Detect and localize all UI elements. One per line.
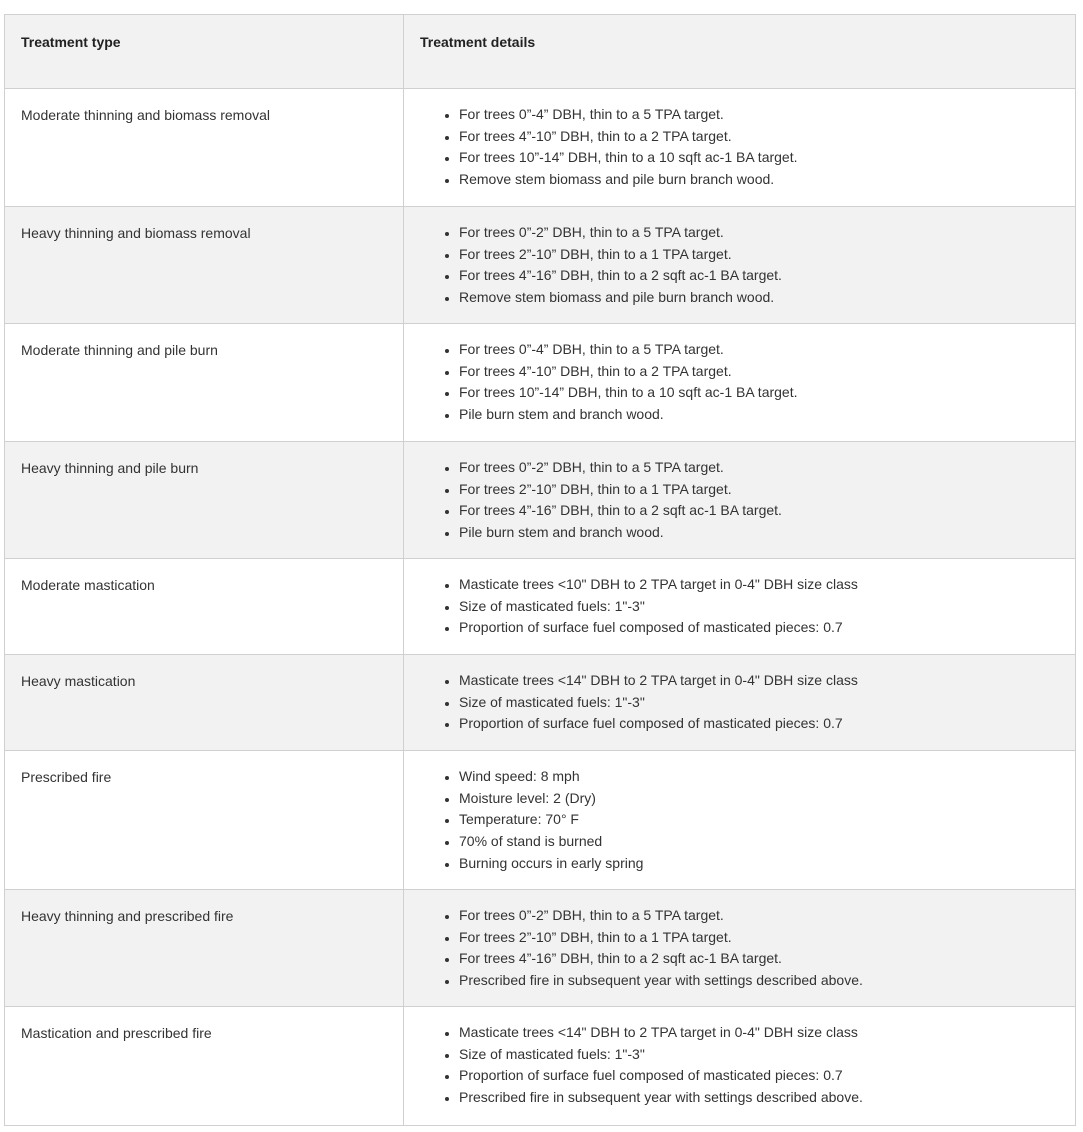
list-item: • For trees 10”-14” DBH, thin to a 10 sqft ac-1 BA target.: [459, 382, 1075, 404]
treatment-details-list: [420, 457, 1075, 544]
list-item: • For trees 2”-10” DBH, thin to a 1 TPA target.: [459, 927, 1075, 949]
treatment-details-list: [420, 670, 1075, 735]
treatment-details-list: [420, 222, 1075, 309]
treatment-details-cell: [404, 442, 1076, 559]
list-item: • For trees 2”-10” DBH, thin to a 1 TPA target.: [459, 479, 1075, 501]
treatment-details-list: [420, 574, 1075, 639]
treatment-details-cell: [404, 751, 1076, 890]
treatment-table-container: [4, 14, 1075, 1126]
list-item: • Prescribed fire in subsequent year with settings described above.: [459, 970, 1075, 992]
treatment-type-cell: Heavy mastication: [5, 655, 404, 751]
list-item: • For trees 4”-10” DBH, thin to a 2 TPA target.: [459, 126, 1075, 148]
list-item: • For trees 2”-10” DBH, thin to a 1 TPA target.: [459, 244, 1075, 266]
list-item: • For trees 4”-16” DBH, thin to a 2 sqft ac-1 BA target.: [459, 265, 1075, 287]
list-item: • Temperature: 70° F: [459, 809, 1075, 831]
table-header: [5, 15, 1076, 89]
table-row: [5, 207, 1076, 324]
treatment-details-cell: [404, 559, 1076, 655]
treatment-details-cell: [404, 324, 1076, 442]
list-item: • Prescribed fire in subsequent year with settings described above.: [459, 1087, 1075, 1109]
list-item: • For trees 0”-4” DBH, thin to a 5 TPA target.: [459, 104, 1075, 126]
table-row: [5, 442, 1076, 559]
header-treatment-type: Treatment type: [5, 15, 404, 89]
list-item: • For trees 0”-2” DBH, thin to a 5 TPA target.: [459, 457, 1075, 479]
list-item: • For trees 4”-10” DBH, thin to a 2 TPA target.: [459, 361, 1075, 383]
treatment-details-list: [420, 104, 1075, 191]
treatment-type-cell: Moderate mastication: [5, 559, 404, 655]
list-item: • Pile burn stem and branch wood.: [459, 404, 1075, 426]
list-item: • Masticate trees <10" DBH to 2 TPA target in 0-4" DBH size class: [459, 574, 1075, 596]
list-item: • For trees 0”-2” DBH, thin to a 5 TPA target.: [459, 905, 1075, 927]
list-item: • Proportion of surface fuel composed of masticated pieces: 0.7: [459, 713, 1075, 735]
list-item: • Burning occurs in early spring: [459, 853, 1075, 875]
treatment-details-list: [420, 339, 1075, 426]
treatment-type-cell: Heavy thinning and pile burn: [5, 442, 404, 559]
treatment-details-list: [420, 905, 1075, 992]
list-item: • Masticate trees <14" DBH to 2 TPA target in 0-4" DBH size class: [459, 670, 1075, 692]
treatment-details-cell: [404, 89, 1076, 207]
treatment-type-cell: Moderate thinning and biomass removal: [5, 89, 404, 207]
treatment-details-list: [420, 766, 1075, 875]
list-item: • Masticate trees <14" DBH to 2 TPA target in 0-4" DBH size class: [459, 1022, 1075, 1044]
list-item: • 70% of stand is burned: [459, 831, 1075, 853]
table-row: [5, 89, 1076, 207]
treatment-type-cell: Heavy thinning and biomass removal: [5, 207, 404, 324]
treatment-table: [4, 14, 1076, 1126]
header-treatment-details: Treatment details: [404, 15, 1076, 89]
list-item: • For trees 0”-4” DBH, thin to a 5 TPA target.: [459, 339, 1075, 361]
treatment-type-cell: Mastication and prescribed fire: [5, 1007, 404, 1126]
table-row: [5, 1007, 1076, 1126]
treatment-type-cell: Moderate thinning and pile burn: [5, 324, 404, 442]
list-item: • Proportion of surface fuel composed of masticated pieces: 0.7: [459, 1065, 1075, 1087]
table-body: [5, 89, 1076, 1126]
treatment-details-cell: [404, 207, 1076, 324]
list-item: • Wind speed: 8 mph: [459, 766, 1075, 788]
table-row: [5, 559, 1076, 655]
list-item: • For trees 4”-16” DBH, thin to a 2 sqft ac-1 BA target.: [459, 948, 1075, 970]
table-row: [5, 655, 1076, 751]
list-item: • Size of masticated fuels: 1"-3": [459, 1044, 1075, 1066]
treatment-details-list: [420, 1022, 1075, 1109]
treatment-details-cell: [404, 1007, 1076, 1126]
list-item: • For trees 0”-2” DBH, thin to a 5 TPA target.: [459, 222, 1075, 244]
table-row: [5, 890, 1076, 1007]
table-row: [5, 324, 1076, 442]
treatment-details-cell: [404, 890, 1076, 1007]
list-item: • Pile burn stem and branch wood.: [459, 522, 1075, 544]
list-item: • For trees 4”-16” DBH, thin to a 2 sqft ac-1 BA target.: [459, 500, 1075, 522]
treatment-details-cell: [404, 655, 1076, 751]
header-row: [5, 15, 1076, 89]
list-item: • Size of masticated fuels: 1"-3": [459, 692, 1075, 714]
treatment-type-cell: Heavy thinning and prescribed fire: [5, 890, 404, 1007]
list-item: • Proportion of surface fuel composed of masticated pieces: 0.7: [459, 617, 1075, 639]
table-row: [5, 751, 1076, 890]
list-item: • Moisture level: 2 (Dry): [459, 788, 1075, 810]
list-item: • Remove stem biomass and pile burn branch wood.: [459, 287, 1075, 309]
list-item: • For trees 10”-14” DBH, thin to a 10 sqft ac-1 BA target.: [459, 147, 1075, 169]
list-item: • Size of masticated fuels: 1"-3": [459, 596, 1075, 618]
list-item: • Remove stem biomass and pile burn branch wood.: [459, 169, 1075, 191]
treatment-type-cell: Prescribed fire: [5, 751, 404, 890]
